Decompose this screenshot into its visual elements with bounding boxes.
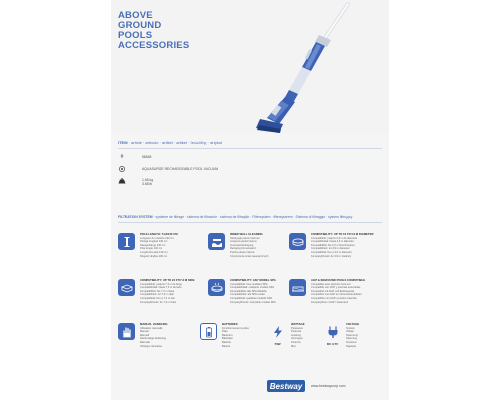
feature-above-ground bbox=[289, 279, 365, 304]
spec-text: AQUASURGE RECHARGEABLE POOL VACUUM bbox=[142, 167, 219, 171]
spa-icon bbox=[208, 279, 225, 296]
feature-line: Potencia bbox=[291, 330, 302, 334]
feature-line: Compatibilità: fino a 7,3 m lato bbox=[140, 296, 175, 300]
feature-line: Reiniging binnenwand bbox=[230, 247, 256, 251]
feature-line: Compatibiliteit: elk SPA-model bbox=[230, 293, 265, 297]
feature-spa bbox=[208, 279, 276, 304]
feature-line: Tensione bbox=[346, 340, 357, 344]
hero-title-line: ABOVE bbox=[118, 10, 153, 21]
feature-line: Compatibile con AGP e piscine interrate bbox=[311, 296, 357, 300]
feature-line: Utilisation manuelle bbox=[140, 326, 163, 330]
filtration-label: FILTRATION SYSTEM bbox=[118, 215, 153, 219]
feature-heading: COMPATIBILITY: ANY MODEL SPA bbox=[230, 278, 276, 282]
hand-icon bbox=[118, 323, 135, 340]
feature-line: Voltaje bbox=[346, 330, 354, 334]
feature-line: Kompatybilne z AGP i basenami bbox=[311, 300, 349, 304]
feature-line: Pulizia parete interna bbox=[230, 250, 255, 254]
item-translations: · article · artículo · artikel · artikel · Ιτνώλθης · artykuł bbox=[128, 140, 222, 145]
feature-heading: COMPATIBILITY: UP TO 16 FT/4.9 M DIAMETER bbox=[311, 232, 374, 236]
feature-line: Kompatibilität: bis 7,3 m Seite bbox=[140, 289, 175, 293]
spec-text: 1.66 kg 3.68 lb bbox=[142, 178, 154, 187]
feature-compat-16 bbox=[289, 233, 374, 258]
divider bbox=[118, 222, 382, 223]
feature-line: Batterien bbox=[222, 333, 233, 337]
feature-line: Lunghezza asta 130 cm bbox=[140, 250, 168, 254]
feature-line: Kompatibel mit AGP und Einbaupools bbox=[311, 289, 355, 293]
feature-line: Compatibilità: fino a 4,9 m diametro bbox=[311, 250, 352, 254]
feature-heading: POLE LENGTH: 74,8/130 CM bbox=[140, 232, 178, 236]
feature-line: Kompatybilność: wszystkie modele SPA bbox=[230, 300, 276, 304]
battery-icon bbox=[200, 323, 217, 340]
feature-line: Długość drążka 130 cm bbox=[140, 254, 168, 258]
feature-line: Batterijen bbox=[222, 337, 233, 341]
feature-line: Compatibilità: qualsiasi modello SPA bbox=[230, 296, 273, 300]
feature-line: Kompatibilität: bis 4,9 m Durchmesser bbox=[311, 243, 355, 247]
feature-line: Pole lengte 130 cm bbox=[140, 247, 163, 251]
feature-voltage bbox=[324, 323, 359, 348]
feature-line: Kompatybilność: do 7,3 m boku bbox=[140, 300, 177, 304]
feature-wattage bbox=[269, 323, 305, 348]
feature-heading: WATTAGE bbox=[291, 322, 305, 326]
feature-line: Pértiga longitud 130 cm bbox=[140, 240, 168, 244]
website-link[interactable]: www.bestwaycorp.com bbox=[311, 384, 346, 388]
feature-line: Limpieza pared interna bbox=[230, 240, 257, 244]
voltage-value: DC 3.7V bbox=[326, 342, 339, 346]
item-header bbox=[118, 140, 386, 147]
feature-line: Kompatybilność: do 4,9 m średnicy bbox=[311, 254, 352, 258]
feature-batteries bbox=[200, 323, 249, 348]
feature-line: Compatibilidad: cualquier modelo SPA bbox=[230, 286, 275, 290]
spec-item-number bbox=[118, 154, 151, 160]
item-label: ITEM bbox=[118, 140, 128, 145]
brand-logo[interactable]: Bestway bbox=[267, 380, 305, 392]
feature-line: Compatibilidad: hasta 4,9 m diámetro bbox=[311, 240, 354, 244]
feature-line: Moc bbox=[291, 344, 296, 348]
feature-line: Compatible avec piscines hors-sol bbox=[311, 282, 351, 286]
feature-heading: MANUAL HANDLING bbox=[140, 322, 168, 326]
feature-line: Potenza bbox=[291, 340, 301, 344]
feature-line: Compatibilidad: hasta 7,3 m de lado bbox=[140, 286, 182, 290]
pool-wall-icon bbox=[208, 233, 225, 250]
feature-line: Nettoyage parois internes bbox=[230, 236, 260, 240]
lightning-icon bbox=[269, 323, 286, 340]
divider bbox=[118, 148, 382, 149]
weight-icon bbox=[118, 178, 126, 184]
hero-title-line: ACCESSORIES bbox=[118, 40, 190, 51]
feature-line: Czyszczenie ścian wewnętrznych bbox=[230, 254, 269, 258]
feature-inner-wall bbox=[208, 233, 269, 258]
product-sheet bbox=[111, 0, 389, 400]
feature-line: Manual bbox=[140, 330, 149, 334]
feature-heading: BATTERIES bbox=[222, 322, 238, 326]
feature-line: Leistung bbox=[291, 333, 301, 337]
feature-heading: VOLTAGE bbox=[346, 322, 360, 326]
pool-vacuum-image bbox=[111, 0, 389, 133]
feature-line: Manuale bbox=[140, 340, 150, 344]
feature-heading: AGP & INGROUND POOLS COMPATIBLE bbox=[311, 278, 366, 282]
feature-line: Vermogen bbox=[291, 337, 303, 341]
spec-weight bbox=[118, 178, 153, 187]
hero-title-line: GROUND bbox=[118, 20, 162, 31]
round-pool-icon bbox=[289, 233, 306, 250]
feature-line: Baterie bbox=[222, 344, 231, 348]
feature-line: Compatibiliteit: tot 4,9 m diameter bbox=[311, 247, 350, 251]
spec-product-name bbox=[118, 166, 218, 172]
footer bbox=[111, 376, 389, 400]
spec-text: 58648 bbox=[142, 155, 152, 159]
ground-pool-icon bbox=[289, 279, 306, 296]
feature-line: Batterie bbox=[222, 340, 231, 344]
feature-line: Obsługa manualna bbox=[140, 344, 162, 348]
filtration-header bbox=[118, 215, 386, 219]
feature-line: Napięcie bbox=[346, 344, 357, 348]
feature-heading: INNER WALL CLEANING bbox=[230, 232, 263, 236]
feature-line: Manuell bbox=[140, 333, 150, 337]
hash-icon: # bbox=[120, 154, 124, 160]
feature-line: Longueur du manche 130 cm bbox=[140, 236, 174, 240]
wattage-value: 70W bbox=[274, 342, 281, 346]
feature-line: Compatibiliteit: tot 7,3 m zijde bbox=[140, 293, 174, 297]
pole-icon bbox=[118, 233, 135, 250]
feature-line: Fonctionnement à piles bbox=[222, 326, 249, 330]
feature-compat-24 bbox=[118, 279, 194, 304]
feature-line: Compatible con AGP y piscinas enterradas bbox=[311, 286, 361, 290]
feature-line: Handmatige bediening bbox=[140, 337, 166, 341]
plug-icon bbox=[324, 323, 341, 340]
hero-title-line: POOLS bbox=[118, 30, 153, 41]
feature-line: Puissance bbox=[291, 326, 303, 330]
feature-line: Kompatibilität: alle SPA-Modelle bbox=[230, 289, 267, 293]
feature-line: Spanning bbox=[346, 337, 357, 341]
feature-line: Stangenlänge 130 cm bbox=[140, 243, 166, 247]
hero-section bbox=[111, 0, 389, 133]
feature-line: Tension bbox=[346, 326, 355, 330]
feature-pole-length bbox=[118, 233, 178, 258]
feature-line: Pilas bbox=[222, 330, 228, 334]
feature-line: Compatibilité: tous modèles SPA bbox=[230, 282, 268, 286]
feature-manual bbox=[118, 323, 168, 348]
feature-line: Compatibilité: jusqu'à 7,3 m de large bbox=[140, 282, 182, 286]
feature-line: Compatibel met AGP en inbouwzwembaden bbox=[311, 293, 362, 297]
feature-heading: COMPATIBILITY: UP TO 24 FT/7.3 M SIDE bbox=[140, 278, 195, 282]
rect-pool-icon bbox=[118, 279, 135, 296]
filtration-translations: · système de filtrage · sistema de filtración · sistema de filtração · Filtersystem · filtersysteem · Sistema di filtraggio · system filtrujący bbox=[153, 215, 353, 219]
feature-line: Innenwandreinigung bbox=[230, 243, 254, 247]
vacuum-icon bbox=[118, 166, 126, 172]
feature-line: Compatibilité: jusqu'à 4,9 m de diamètre bbox=[311, 236, 358, 240]
feature-line: Spannung bbox=[346, 333, 358, 337]
